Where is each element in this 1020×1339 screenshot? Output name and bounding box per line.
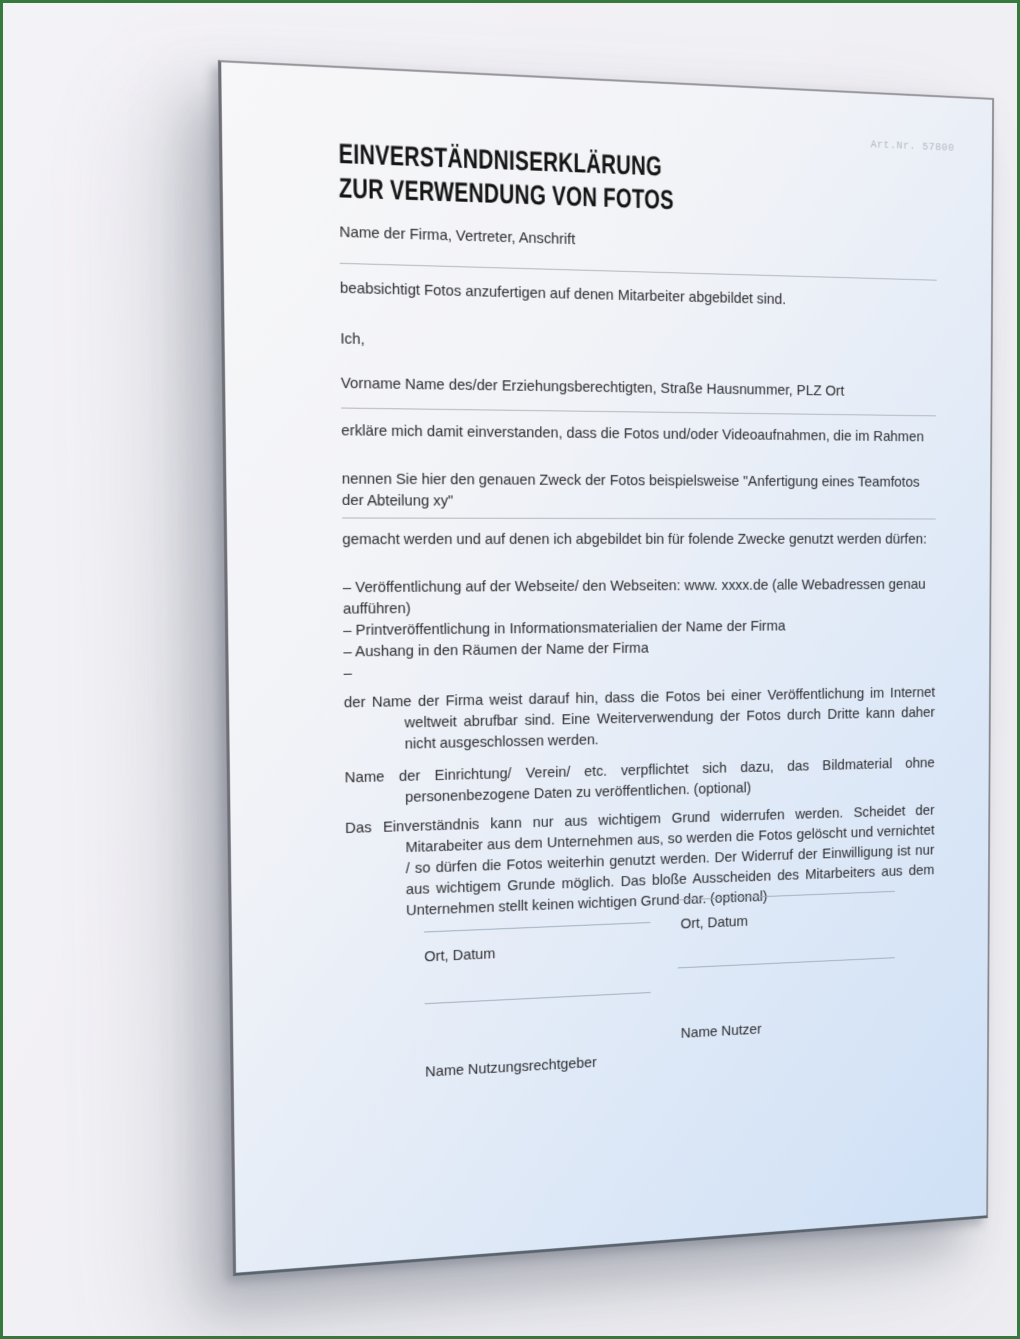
signature-name-label-left: Name Nutzungsrechtgeber — [425, 1055, 597, 1081]
person-field-label: Vorname Name des/der Erziehungsberechtigten, Straße Hausnummer, PLZ Ort — [340, 375, 845, 400]
note-privacy: Name der Einrichtung/ Verein/ etc. verpflichtet sich dazu, das Bildmaterial ohne personenbezogene Daten zu veröffentlichen. (optional) — [344, 755, 935, 806]
signature-date-line-left — [424, 922, 650, 933]
company-field-line — [340, 263, 937, 281]
person-field-line — [341, 408, 936, 417]
usage-line: gemacht werden und auf denen ich abgebildet bin für folende Zwecke genutzt werden dürfen: — [342, 531, 927, 549]
document-title-line-2: ZUR VERWENDUNG VON FOTOS — [338, 172, 674, 216]
document-title-line-1: EINVERSTÄNDNISERKLÄRUNG — [338, 137, 662, 182]
signature-date-label-right: Ort, Datum — [680, 914, 748, 933]
note-revocation: Das Einverständnis kann nur aus wichtigem Grund widerrufen werden. Scheidet der Mitarabeiter aus dem Unternehmen aus, so werden die Fotos gelöscht und vernichtet / so dürfen die Fotos weiterhin genutzt werden. Der Widerruf der Einwilligung ist nur aus wichtigem Grunde möglich. Das bloße Ausscheiden des Mitarbeiters aus dem Unternehmen stellt keinen wichtigen Grund dar. (optional) — [345, 803, 935, 920]
document-content — [338, 68, 938, 925]
company-field-label: Name der Firma, Vertreter, Anschrift — [339, 224, 576, 249]
purpose-field-line — [342, 517, 936, 519]
purpose-field-label: nennen Sie hier den genauen Zweck der Fotos beispielsweise "Anfertigung eines Teamfotos der Abteilung xy" — [341, 471, 920, 510]
usage-list — [343, 575, 936, 685]
document-page — [218, 60, 994, 1276]
signature-name-line-left — [425, 992, 651, 1004]
usage-list-item: – — [343, 665, 353, 682]
ich-line: Ich, — [340, 331, 365, 349]
signature-name-line-right — [678, 957, 895, 968]
usage-list-item: – Veröffentlichung auf der Webseite/ den Webseiten: www. xxxx.de (alle Webadressen genau aufführen) — [342, 577, 926, 618]
consent-line: erkläre mich damit einverstanden, dass die Fotos und/oder Videoaufnahmen, die im Rahmen — [341, 422, 924, 446]
usage-list-item: – Printveröffentlichung in Informationsmaterialien der Name der Firma — [343, 618, 786, 640]
usage-list-item: – Aushang in den Räumen der Name der Firma — [343, 640, 649, 661]
note-internet: der Name der Firma weist darauf hin, dass die Fotos bei einer Veröffentlichung im Internet weltweit abrufbar sind. Eine Weiterverwendung der Fotos durch Dritte kann daher nicht ausgeschlossen werden. — [343, 685, 936, 753]
signature-name-label-right: Name Nutzer — [680, 1021, 762, 1042]
signature-date-label-left: Ort, Datum — [424, 946, 496, 966]
article-number: Art.Nr. 57800 — [870, 139, 955, 155]
intro-line: beabsichtigt Fotos anzufertigen auf denen Mitarbeiter abgebildet sind. — [339, 280, 787, 309]
document-title — [338, 137, 812, 222]
